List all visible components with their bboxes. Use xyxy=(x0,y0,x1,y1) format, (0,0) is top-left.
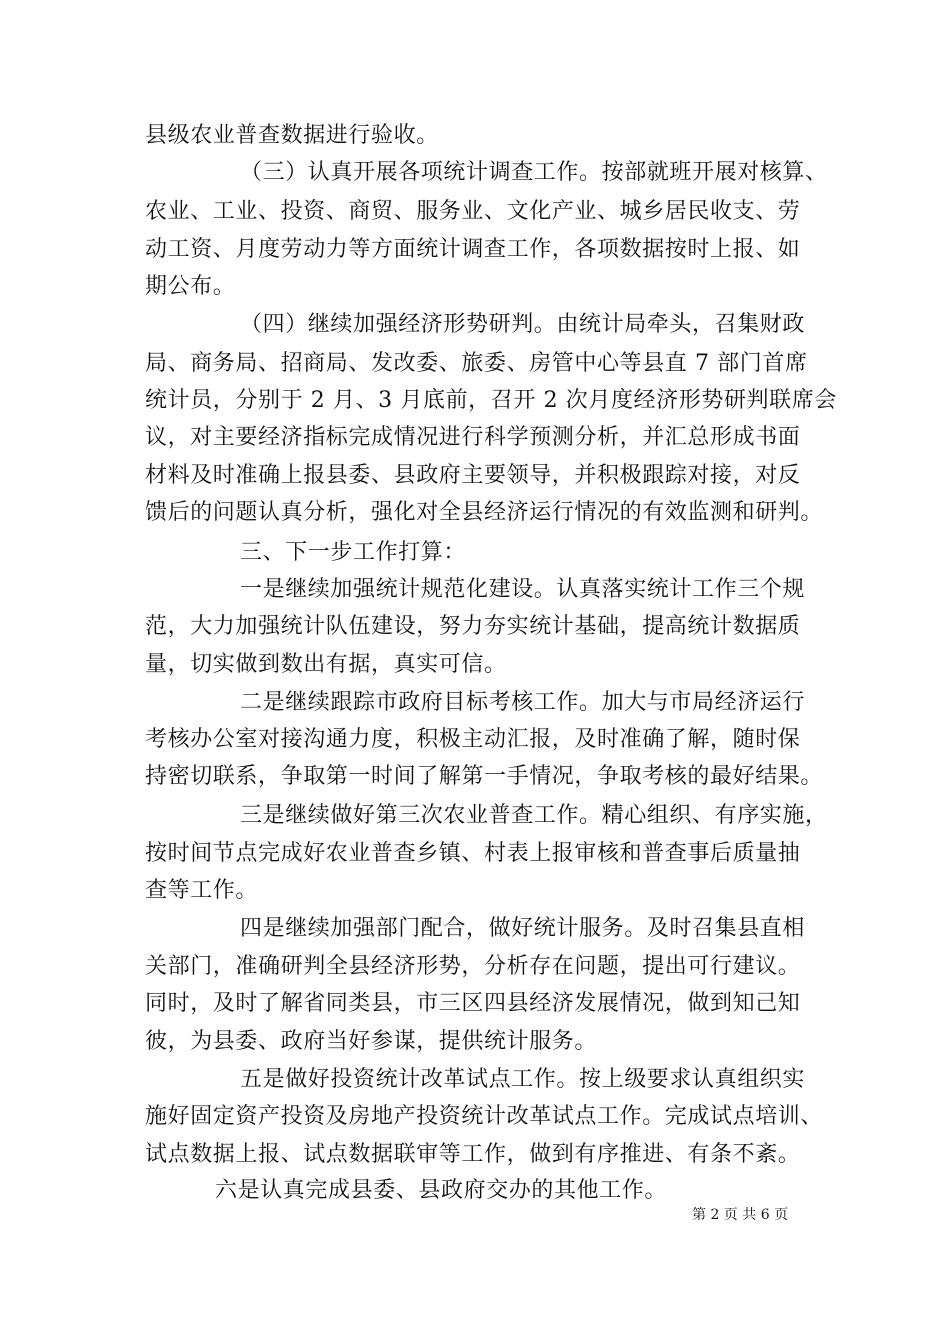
text-line: 按时间节点完成好农业普查乡镇、村表上报审核和普查事后质量抽 xyxy=(145,841,801,866)
text-line: 统计员，分别于 2 月、3 月底前，召开 2 次月度经济形势研判联席会 xyxy=(145,388,837,413)
text-line: 动工资、月度劳动力等方面统计调查工作，各项数据按时上报、如 xyxy=(145,237,801,262)
text-line: 材料及时准确上报县委、县政府主要领导，并积极跟踪对接，对反 xyxy=(145,463,801,488)
section-heading: 三、下一步工作打算： xyxy=(240,540,467,565)
text-line: 量，切实做到数出有据，真实可信。 xyxy=(145,652,507,677)
text-line: 农业、工业、投资、商贸、服务业、文化产业、城乡居民收支、劳 xyxy=(145,199,801,224)
text-line: 县级农业普查数据进行验收。 xyxy=(145,123,439,148)
text-line: 查等工作。 xyxy=(145,878,259,903)
page-number-footer: 第 2 页 共 6 页 xyxy=(692,1207,789,1223)
text-line: 关部门，准确研判全县经济形势，分析存在问题，提出可行建议。 xyxy=(145,954,801,979)
text-line: 期公布。 xyxy=(145,274,236,299)
text-line: （三）认真开展各项统计调查工作。按部就班开展对核算、 xyxy=(240,160,828,185)
text-line: 五是做好投资统计改革试点工作。按上级要求认真组织实 xyxy=(240,1067,806,1092)
text-line: 四是继续加强部门配合，做好统计服务。及时召集县直相 xyxy=(240,916,806,941)
text-line: 一是继续加强统计规范化建设。认真落实统计工作三个规 xyxy=(240,577,806,602)
text-line: 三是继续做好第三次农业普查工作。精心组织、有序实施， xyxy=(240,803,828,828)
text-line: 考核办公室对接沟通力度，积极主动汇报，及时准确了解，随时保 xyxy=(145,727,801,752)
text-line: 局、商务局、招商局、发改委、旅委、房管中心等县直 7 部门首席 xyxy=(145,351,808,376)
text-line: 议，对主要经济指标完成情况进行科学预测分析，并汇总形成书面 xyxy=(145,425,801,450)
text-line: 施好固定资产投资及房地产投资统计改革试点工作。完成试点培训、 xyxy=(145,1104,824,1129)
text-line: 六是认真完成县委、县政府交办的其他工作。 xyxy=(215,1178,668,1203)
text-line: 彼，为县委、政府当好参谋，提供统计服务。 xyxy=(145,1029,598,1054)
text-line: 范，大力加强统计队伍建设，努力夯实统计基础，提高统计数据质 xyxy=(145,614,801,639)
text-line: 持密切联系，争取第一时间了解第一手情况，争取考核的最好结果。 xyxy=(145,764,824,789)
text-line: 馈后的问题认真分析，强化对全县经济运行情况的有效监测和研判。 xyxy=(145,500,824,525)
text-line: 二是继续跟踪市政府目标考核工作。加大与市局经济运行 xyxy=(240,690,806,715)
text-line: 同时，及时了解省同类县，市三区四县经济发展情况，做到知己知 xyxy=(145,991,801,1016)
text-line: 试点数据上报、试点数据联审等工作，做到有序推进、有条不紊。 xyxy=(145,1142,801,1167)
text-line: （四）继续加强经济形势研判。由统计局牵头，召集财政 xyxy=(240,312,806,337)
